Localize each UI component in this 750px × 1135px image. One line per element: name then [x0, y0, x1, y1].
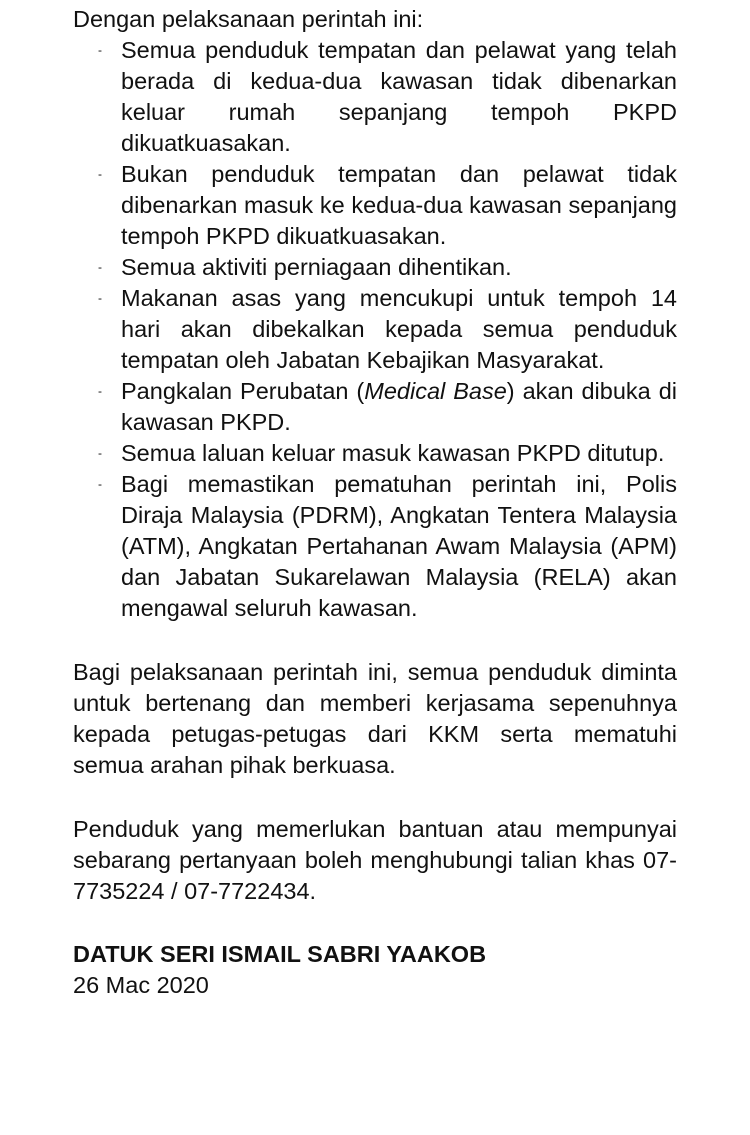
list-item	[73, 283, 677, 376]
list-item	[73, 35, 677, 159]
paragraph-hotline: Penduduk yang memerlukan bantuan atau mempunyai sebarang pertanyaan boleh menghubungi talian khas 07-7735224 / 07-7722434.	[73, 816, 677, 904]
list-item-text-before: Pangkalan Perubatan (	[121, 378, 365, 404]
bullet-dash: -	[98, 384, 102, 398]
bullet-dash: -	[98, 291, 102, 305]
list-item	[73, 438, 677, 469]
bullet-dash: -	[98, 446, 102, 460]
list-item-text-italic: Medical Base	[364, 378, 507, 404]
list-item-text-after: ) akan dibuka di kawasan PKPD.	[121, 378, 677, 435]
list-item	[73, 376, 677, 438]
order-list	[73, 35, 677, 624]
list-item-text: Semua laluan keluar masuk kawasan PKPD ditutup.	[121, 440, 665, 466]
list-item	[73, 159, 677, 252]
list-item-text: Semua aktiviti perniagaan dihentikan.	[121, 254, 512, 280]
bullet-dash: -	[98, 477, 102, 491]
paragraph-cooperation: Bagi pelaksanaan perintah ini, semua penduduk diminta untuk bertenang dan memberi kerjasama sepenuhnya kepada petugas-petugas dari KKM serta mematuhi semua arahan pihak berkuasa.	[73, 659, 677, 778]
bullet-dash: -	[98, 43, 102, 57]
intro-text: Dengan pelaksanaan perintah ini:	[73, 6, 424, 32]
list-item-text: Semua penduduk tempatan dan pelawat yang telah berada di kedua-dua kawasan tidak dibenarkan keluar rumah sepanjang tempoh PKPD dikuatkuasakan.	[121, 37, 677, 156]
list-item	[73, 252, 677, 283]
list-item-text: Bagi memastikan pematuhan perintah ini, Polis Diraja Malaysia (PDRM), Angkatan Tentera Malaysia (ATM), Angkatan Pertahanan Awam Malaysia (APM) dan Jabatan Sukarelawan Malaysia (RELA) akan mengawal seluruh kawasan.	[121, 471, 677, 621]
signature-date: 26 Mac 2020	[73, 972, 209, 998]
bullet-dash: -	[98, 260, 102, 274]
list-item	[73, 469, 677, 624]
signature-name: DATUK SERI ISMAIL SABRI YAAKOB	[73, 941, 487, 967]
list-item-text: Bukan penduduk tempatan dan pelawat tidak dibenarkan masuk ke kedua-dua kawasan sepanjang tempoh PKPD dikuatkuasakan.	[121, 161, 677, 249]
bullet-dash: -	[98, 167, 102, 181]
list-item-text: Makanan asas yang mencukupi untuk tempoh 14 hari akan dibekalkan kepada semua penduduk tempatan oleh Jabatan Kebajikan Masyarakat.	[121, 285, 677, 373]
